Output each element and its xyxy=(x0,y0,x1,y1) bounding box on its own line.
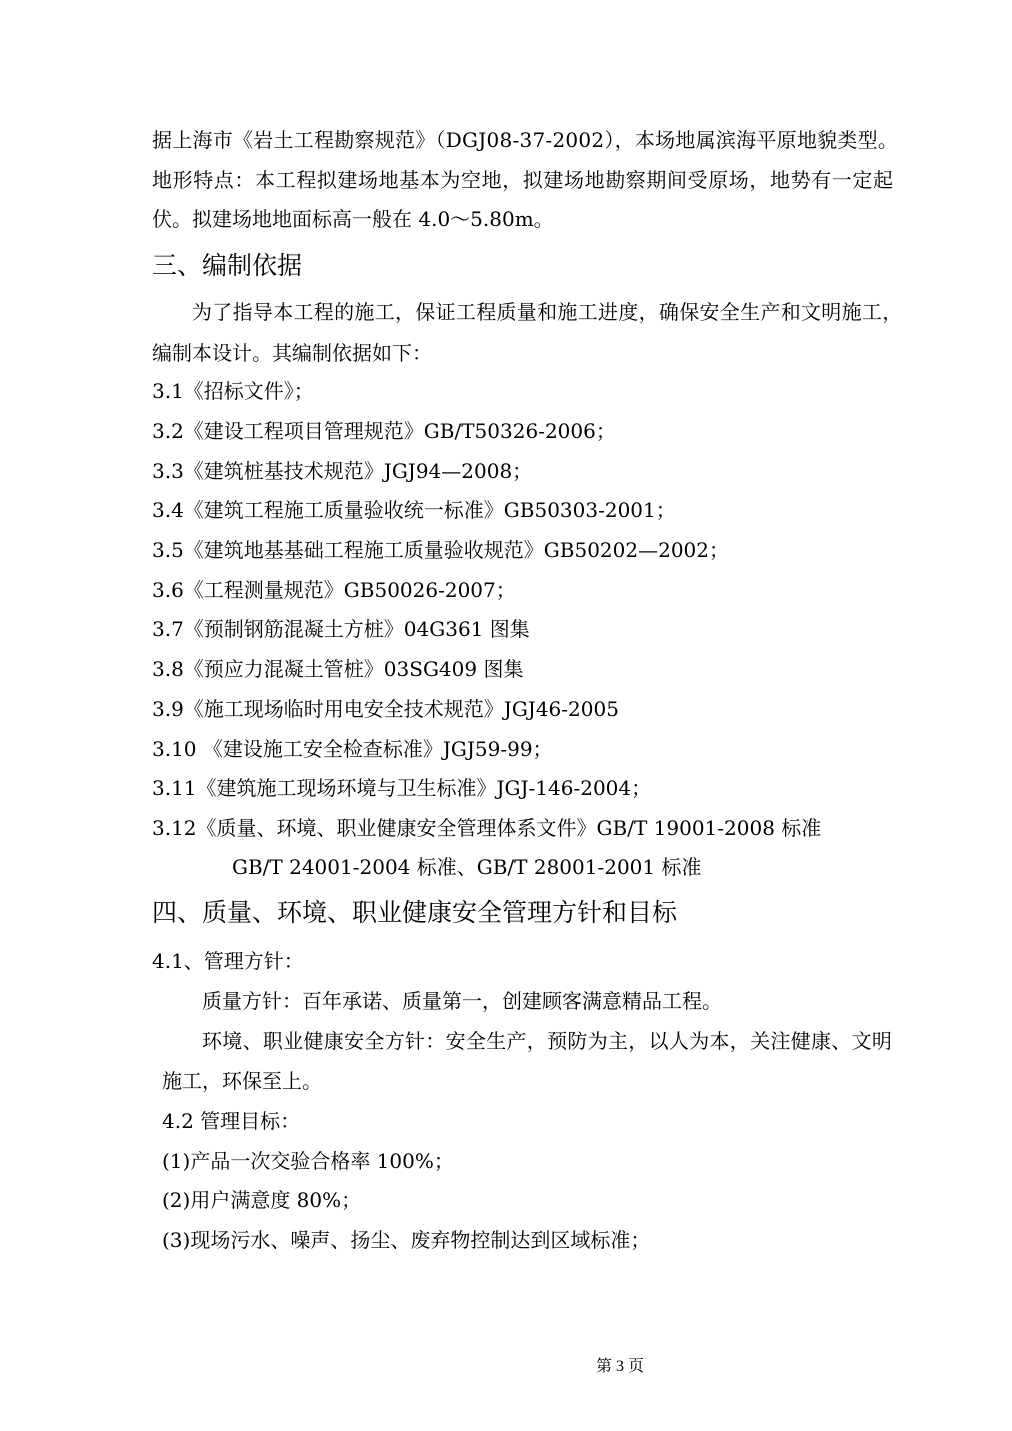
basis-item: 3.3《建筑桩基技术规范》JGJ94—2008； xyxy=(152,459,533,483)
basis-item: 3.8《预应力混凝土管桩》03SG409 图集 xyxy=(152,657,524,681)
quality-policy: 质量方针：百年承诺、质量第一，创建顾客满意精品工程。 xyxy=(202,989,722,1013)
basis-item: 3.11《建筑施工现场环境与卫生标准》JGJ-146-2004； xyxy=(152,776,652,800)
basis-item: 3.9《施工现场临时用电安全技术规范》JGJ46-2005 xyxy=(152,697,619,721)
policy-subheading: 4.1、管理方针： xyxy=(152,949,304,973)
section-3-para-line-2: 编制本设计。其编制依据如下： xyxy=(152,341,432,365)
intro-line-1: 据上海市《岩土工程勘察规范》（DGJ08-37-2002），本场地属滨海平原地貌类型。 xyxy=(152,128,899,152)
section-4-heading: 四、质量、环境、职业健康安全管理方针和目标 xyxy=(152,898,678,927)
section-3-para-line-1: 为了指导本工程的施工，保证工程质量和施工进度，确保安全生产和文明施工， xyxy=(192,300,903,324)
goal-item: (3)现场污水、噪声、扬尘、废弃物控制达到区域标准； xyxy=(162,1228,651,1252)
basis-item: 3.1《招标文件》； xyxy=(152,379,314,403)
goal-item: (2)用户满意度 80%； xyxy=(162,1188,362,1212)
page-number: 第 3 页 xyxy=(596,1358,645,1375)
basis-item: 3.6《工程测量规范》GB50026-2007； xyxy=(152,578,516,602)
goals-subheading: 4.2 管理目标： xyxy=(162,1109,301,1133)
section-3-heading: 三、编制依据 xyxy=(152,251,303,280)
basis-item: 3.12《质量、环境、职业健康安全管理体系文件》GB/T 19001-2008 标准 xyxy=(152,816,822,840)
basis-item: 3.7《预制钢筋混凝土方桩》04G361 图集 xyxy=(152,617,530,641)
basis-item: 3.5《建筑地基基础工程施工质量验收规范》GB50202—2002； xyxy=(152,538,730,562)
basis-item: 3.2《建设工程项目管理规范》GB/T50326-2006； xyxy=(152,419,616,443)
basis-item: 3.4《建筑工程施工质量验收统一标准》GB50303-2001； xyxy=(152,498,676,522)
goal-item: (1)产品一次交验合格率 100%； xyxy=(162,1149,454,1173)
ehs-policy-line-1: 环境、职业健康安全方针：安全生产，预防为主，以人为本，关注健康、文明 xyxy=(202,1029,893,1053)
basis-item-continuation: GB/T 24001-2004 标准、GB/T 28001-2001 标准 xyxy=(232,855,702,879)
intro-line-3: 伏。拟建场地地面标高一般在 4.0～5.80m。 xyxy=(152,207,554,231)
ehs-policy-line-2: 施工，环保至上。 xyxy=(162,1069,322,1093)
basis-item: 3.10 《建设施工安全检查标准》JGJ59-99； xyxy=(152,737,553,761)
intro-line-2: 地形特点：本工程拟建场地基本为空地，拟建场地勘察期间受原场，地势有一定起 xyxy=(152,168,894,192)
